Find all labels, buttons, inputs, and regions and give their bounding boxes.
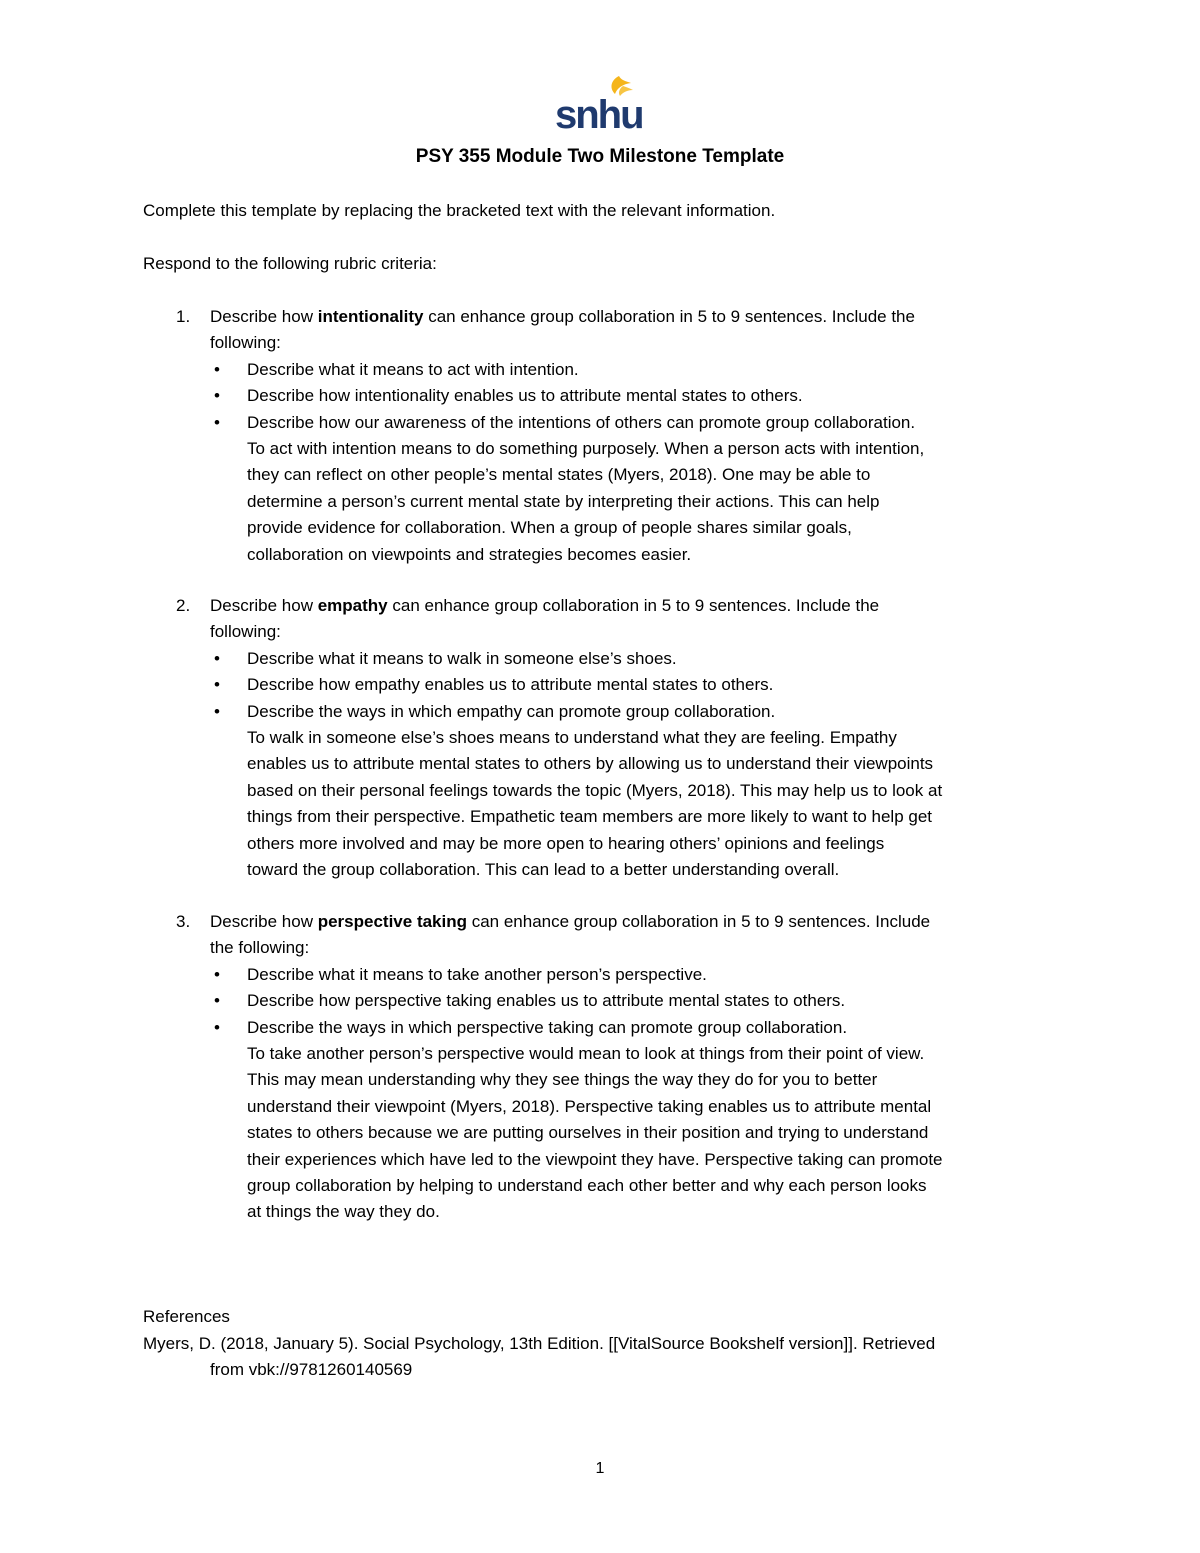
prompt-keyword: intentionality	[317, 307, 424, 326]
reference-line-continued: from vbk://9781260140569	[210, 1360, 413, 1380]
bullet-icon: •	[214, 359, 220, 379]
page-number: 1	[595, 1460, 605, 1477]
answer-text: To take another person’s perspective would mean to look at things from their point of view. This may mean understanding why they see things the way they do for you to better understand their viewpoint (Myers, 2018). Perspective taking enables us to attribute mental states to others because we are putting ourselves in their position and trying to understand their experiences which have led to the viewpoint they have. Perspective taking can promote group collaboration by helping to understand each other better and why each person looks at things the way they do.	[247, 1044, 943, 1222]
question-prompt-continued: the following:	[210, 938, 310, 958]
list-item: • Describe how empathy enables us to attribute mental states to others.	[143, 672, 1073, 698]
bullet-icon: •	[214, 964, 220, 984]
answer-text: To act with intention means to do something purposely. When a person acts with intention, they can reflect on other people’s mental states (Myers, 2018). One may be able to determine a person’s current mental state by interpreting their actions. This can help provide evidence for collaboration. When a group of people shares similar goals, collaboration on viewpoints and strategies becomes easier.	[247, 439, 925, 564]
question-prompt-continued: following:	[210, 622, 281, 642]
reference-entry	[143, 1331, 1063, 1384]
logo-wordmark: snhu	[555, 93, 643, 132]
list-item: • Describe what it means to take another person’s perspective.	[143, 962, 1073, 988]
bullet-icon: •	[214, 648, 220, 668]
bullet-icon: •	[214, 675, 220, 695]
question-prompt	[143, 909, 1073, 935]
answer-text: To walk in someone else’s shoes means to understand what they are feeling. Empathy enables us to attribute mental states to others by allowing us to understand their viewpoints based on their personal feelings towards the topic (Myers, 2018). This may help us to look at things from their perspective. Empathetic team members are more likely to want to help get others more involved and may be more open to hearing others’ opinions and feelings toward the group collaboration. This can lead to a better understanding overall.	[247, 728, 943, 880]
list-item: • Describe what it means to act with intention.	[143, 357, 1073, 383]
list-item: • Describe how our awareness of the intentions of others can promote group collaboration.	[143, 410, 1073, 436]
prompt-text: Describe how	[210, 596, 318, 615]
question-prompt	[143, 304, 1073, 330]
respond-instructions: Respond to the following rubric criteria:	[143, 254, 437, 273]
list-item: • Describe the ways in which perspective taking can promote group collaboration.	[143, 1015, 1073, 1041]
intro-instructions: Complete this template by replacing the bracketed text with the relevant information.	[143, 201, 776, 220]
bullet-icon: •	[214, 1017, 220, 1037]
question-1	[143, 304, 1073, 568]
list-item: • Describe how intentionality enables us to attribute mental states to others.	[143, 383, 1073, 409]
bullet-icon: •	[214, 701, 220, 721]
bullet-icon: •	[214, 412, 220, 432]
question-2	[143, 593, 1073, 883]
prompt-keyword: empathy	[317, 596, 388, 615]
list-item: • Describe how perspective taking enables us to attribute mental states to others.	[143, 988, 1073, 1014]
question-number: 3.	[176, 912, 191, 931]
prompt-keyword: perspective taking	[317, 912, 467, 931]
list-item: • Describe the ways in which empathy can promote group collaboration.	[143, 699, 1073, 725]
question-prompt	[143, 593, 1073, 619]
prompt-text: can enhance group collaboration in 5 to 9 sentences. Include	[467, 912, 931, 931]
reference-line: Myers, D. (2018, January 5). Social Psychology, 13th Edition. [[VitalSource Bookshelf version]]. Retrieved	[143, 1334, 936, 1353]
bullet-icon: •	[214, 386, 220, 406]
question-number: 2.	[176, 596, 191, 615]
question-number: 1.	[176, 307, 191, 326]
prompt-text: can enhance group collaboration in 5 to 9 sentences. Include the	[387, 596, 880, 615]
prompt-text: Describe how	[210, 912, 318, 931]
page-title: PSY 355 Module Two Milestone Template	[415, 146, 785, 167]
bullet-icon: •	[214, 991, 220, 1011]
snhu-logo	[553, 72, 643, 132]
references-heading: References	[143, 1307, 230, 1326]
question-3	[143, 909, 1073, 1226]
prompt-text: Describe how	[210, 307, 318, 326]
list-item: • Describe what it means to walk in someone else’s shoes.	[143, 646, 1073, 672]
prompt-text: can enhance group collaboration in 5 to 9 sentences. Include the	[423, 307, 915, 326]
question-prompt-continued: following:	[210, 333, 281, 353]
